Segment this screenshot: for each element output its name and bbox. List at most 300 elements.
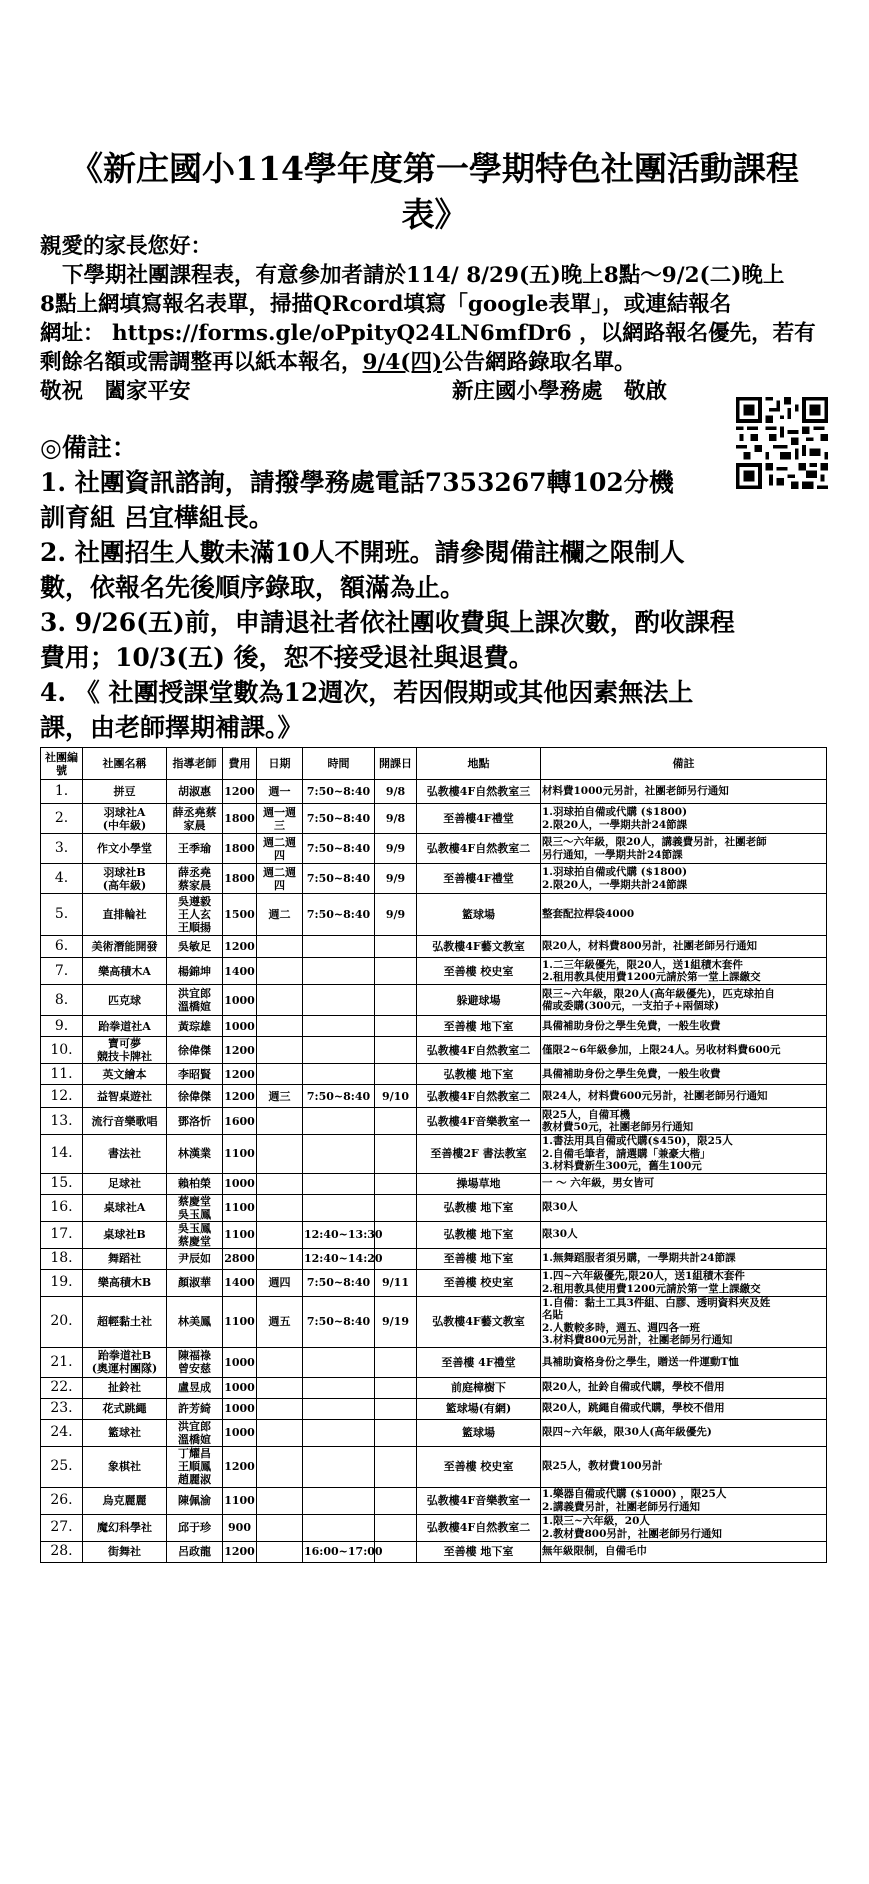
- cell-remark: 具備補助身份之學生免費，一般生收費: [541, 1064, 827, 1085]
- cell-no: 15.: [41, 1173, 83, 1194]
- cell-day: [257, 1419, 303, 1446]
- cell-day: [257, 958, 303, 985]
- cell-place: 至善樓 地下室: [417, 1016, 541, 1037]
- header-time: 時間: [303, 748, 375, 780]
- header-fee: 費用: [223, 748, 257, 780]
- table-row: [41, 894, 827, 936]
- cell-teacher: 賴柏榮: [167, 1173, 223, 1194]
- cell-name: 烏克麗麗: [83, 1487, 167, 1514]
- cell-name: 桌球社A: [83, 1194, 167, 1221]
- letter-greeting: 親愛的家長您好：: [40, 234, 213, 259]
- cell-fee: 1100: [223, 1296, 257, 1347]
- cell-day: 週五: [257, 1296, 303, 1347]
- cell-name: 羽球社B (高年級): [83, 864, 167, 894]
- cell-day: [257, 936, 303, 958]
- cell-fee: 1100: [223, 1135, 257, 1174]
- cell-time: [303, 985, 375, 1016]
- cell-place: 前庭樟樹下: [417, 1377, 541, 1398]
- cell-no: 2.: [41, 804, 83, 834]
- cell-fee: 2800: [223, 1248, 257, 1269]
- table-row: [41, 1541, 827, 1562]
- cell-day: [257, 1446, 303, 1487]
- cell-start-date: [375, 958, 417, 985]
- cell-day: [257, 1173, 303, 1194]
- table-row: [41, 834, 827, 864]
- cell-place: 籃球場(有網): [417, 1398, 541, 1419]
- letter-body-3: 網址： https://forms.gle/oPpityQ24LN6mfDr6 ，以網路報名優先，若有: [40, 321, 816, 346]
- cell-teacher: 黃琮雄: [167, 1016, 223, 1037]
- cell-remark: 1.四~六年級優先,限20人，送1組積木套件 2.租用教具使用費1200元請於第一堂上課繳交: [541, 1269, 827, 1296]
- cell-teacher: 薛丞堯 蔡家晨: [167, 864, 223, 894]
- cell-fee: 1800: [223, 804, 257, 834]
- cell-place: 弘教樓4F音樂教室一: [417, 1108, 541, 1135]
- table-row: [41, 1085, 827, 1108]
- title-line-2: 表》: [401, 195, 468, 234]
- cell-teacher: 王季瑜: [167, 834, 223, 864]
- cell-remark: 1.書法用具自備或代購($450)，限25人 2.自備毛筆者，請選購「兼豪大楷」 3.材料費新生300元，舊生100元: [541, 1135, 827, 1174]
- table-row: [41, 1248, 827, 1269]
- table-row: [41, 1446, 827, 1487]
- cell-name: 匹克球: [83, 985, 167, 1016]
- cell-teacher: 李昭賢: [167, 1064, 223, 1085]
- cell-start-date: 9/8: [375, 780, 417, 804]
- cell-start-date: 9/10: [375, 1085, 417, 1108]
- cell-place: 弘教樓 地下室: [417, 1064, 541, 1085]
- cell-day: [257, 1016, 303, 1037]
- cell-teacher: 陳佩渝: [167, 1487, 223, 1514]
- cell-fee: 1000: [223, 1016, 257, 1037]
- table-row: [41, 1173, 827, 1194]
- cell-day: [257, 1135, 303, 1174]
- page-title: [40, 146, 829, 238]
- cell-time: [303, 1135, 375, 1174]
- cell-place: 至善樓 校史室: [417, 958, 541, 985]
- cell-place: 弘教樓4F自然教室二: [417, 834, 541, 864]
- note-line: 數，依報名先後順序錄取，額滿為止。: [40, 573, 466, 602]
- cell-day: [257, 1398, 303, 1419]
- cell-day: [257, 1377, 303, 1398]
- cell-time: [303, 1446, 375, 1487]
- cell-remark: 1.樂器自備或代購 ($1000) ，限25人 2.講義費另計，社團老師另行通知: [541, 1487, 827, 1514]
- cell-place: 至善樓 4F禮堂: [417, 1347, 541, 1377]
- cell-time: [303, 958, 375, 985]
- cell-remark: 1.限三~六年級，20人 2.教材費800另計，社團老師另行通知: [541, 1514, 827, 1541]
- letter-body-4-pre: 剩餘名額或需調整再以紙本報名，: [40, 350, 363, 375]
- note-line: 訓育組 呂宜樺組長。: [40, 503, 274, 532]
- cell-start-date: [375, 1398, 417, 1419]
- cell-no: 7.: [41, 958, 83, 985]
- cell-name: 桌球社B: [83, 1221, 167, 1248]
- cell-name: 直排輪社: [83, 894, 167, 936]
- cell-start-date: [375, 1173, 417, 1194]
- table-row: [41, 1514, 827, 1541]
- cell-fee: 1200: [223, 1541, 257, 1562]
- cell-time: [303, 1064, 375, 1085]
- table-row: [41, 1296, 827, 1347]
- cell-remark: 限30人: [541, 1194, 827, 1221]
- cell-start-date: [375, 1446, 417, 1487]
- cell-time: [303, 1016, 375, 1037]
- cell-place: 弘教樓4F音樂教室一: [417, 1487, 541, 1514]
- table-row: [41, 1269, 827, 1296]
- cell-name: 扯鈴社: [83, 1377, 167, 1398]
- table-row: [41, 1108, 827, 1135]
- cell-remark: 限三~六年級，限20人(高年級優先)，匹克球拍自 備或委購(300元，一支拍子+兩個球): [541, 985, 827, 1016]
- cell-place: 至善樓 校史室: [417, 1269, 541, 1296]
- note-line: 1. 社團資訊諮詢，請撥學務處電話7353267轉102分機: [40, 468, 674, 497]
- table-row: [41, 864, 827, 894]
- table-row: [41, 1016, 827, 1037]
- cell-time: [303, 1419, 375, 1446]
- cell-place: 至善樓 地下室: [417, 1248, 541, 1269]
- cell-time: 7:50~8:40: [303, 804, 375, 834]
- cell-remark: 僅限2~6年級參加，上限24人。另收材料費600元: [541, 1037, 827, 1064]
- cell-time: 7:50~8:40: [303, 780, 375, 804]
- cell-place: 弘教樓4F自然教室二: [417, 1085, 541, 1108]
- cell-teacher: 楊錦坤: [167, 958, 223, 985]
- cell-fee: 1400: [223, 958, 257, 985]
- cell-teacher: 徐偉傑: [167, 1037, 223, 1064]
- cell-name: 樂高積木B: [83, 1269, 167, 1296]
- cell-remark: 1.羽球拍自備或代購 ($1800) 2.限20人，一學期共計24節課: [541, 864, 827, 894]
- cell-day: [257, 1514, 303, 1541]
- cell-name: 寶可夢 競技卡牌社: [83, 1037, 167, 1064]
- cell-no: 5.: [41, 894, 83, 936]
- cell-name: 魔幻科學社: [83, 1514, 167, 1541]
- cell-day: [257, 1221, 303, 1248]
- cell-fee: 1000: [223, 1398, 257, 1419]
- cell-name: 書法社: [83, 1135, 167, 1174]
- cell-place: 至善樓 校史室: [417, 1446, 541, 1487]
- letter-body-4: [40, 348, 840, 377]
- header-day: 日期: [257, 748, 303, 780]
- cell-time: 7:50~8:40: [303, 864, 375, 894]
- cell-fee: 1100: [223, 1487, 257, 1514]
- notes-heading: ◎備註：: [40, 433, 137, 462]
- cell-name: 拼豆: [83, 780, 167, 804]
- parent-letter: [40, 232, 840, 406]
- cell-teacher: 陳福祿 曾安慈: [167, 1347, 223, 1377]
- cell-no: 27.: [41, 1514, 83, 1541]
- cell-fee: 1000: [223, 1173, 257, 1194]
- closing-left: 敬祝 闔家平安: [40, 379, 191, 404]
- cell-day: [257, 1064, 303, 1085]
- cell-start-date: [375, 1135, 417, 1174]
- cell-name: 益智桌遊社: [83, 1085, 167, 1108]
- cell-teacher: 胡淑惠: [167, 780, 223, 804]
- cell-no: 3.: [41, 834, 83, 864]
- cell-teacher: 呂政龍: [167, 1541, 223, 1562]
- cell-name: 超輕黏土社: [83, 1296, 167, 1347]
- cell-teacher: 洪宜郎 溫橋媗: [167, 1419, 223, 1446]
- cell-start-date: [375, 1377, 417, 1398]
- table-row: [41, 1419, 827, 1446]
- cell-start-date: [375, 1064, 417, 1085]
- cell-no: 16.: [41, 1194, 83, 1221]
- cell-remark: 具補助資格身份之學生，贈送一件運動T恤: [541, 1347, 827, 1377]
- cell-no: 6.: [41, 936, 83, 958]
- cell-place: 弘教樓 地下室: [417, 1194, 541, 1221]
- letter-body-1: 下學期社團課程表，有意參加者請於114/ 8/29(五)晚上8點～9/2(二)晚上: [62, 263, 785, 288]
- title-line-1: 《新庄國小114學年度第一學期特色社團活動課程: [70, 149, 799, 188]
- cell-start-date: [375, 1194, 417, 1221]
- cell-fee: 1000: [223, 1347, 257, 1377]
- table-body: [41, 748, 827, 1563]
- cell-fee: 1400: [223, 1269, 257, 1296]
- table-row: [41, 1194, 827, 1221]
- cell-teacher: 薛丞堯蔡 家晨: [167, 804, 223, 834]
- cell-day: 週一: [257, 780, 303, 804]
- letter-body-2: 8點上網填寫報名表單，掃描QRcord填寫「google表單」，或連結報名: [40, 292, 732, 317]
- cell-fee: 1100: [223, 1194, 257, 1221]
- header-remark: 備註: [541, 748, 827, 780]
- cell-remark: 1.無舞蹈服者須另購，一學期共計24節課: [541, 1248, 827, 1269]
- note-line: 2. 社團招生人數未滿10人不開班。請參閱備註欄之限制人: [40, 538, 685, 567]
- table-row: [41, 936, 827, 958]
- cell-day: [257, 1194, 303, 1221]
- cell-name: 象棋社: [83, 1446, 167, 1487]
- cell-remark: 限四~六年級，限30人(高年級優先): [541, 1419, 827, 1446]
- cell-teacher: 許芳綺: [167, 1398, 223, 1419]
- cell-day: [257, 1541, 303, 1562]
- cell-place: 籃球場: [417, 1419, 541, 1446]
- cell-start-date: [375, 985, 417, 1016]
- cell-remark: 1.自備：黏土工具3件組、白膠、透明資料夾及姓 名貼 2.人數較多時，週五、週四各一班 3.材料費800元另計，社團老師另行通知: [541, 1296, 827, 1347]
- cell-name: 跆拳道社B (奧運村團隊): [83, 1347, 167, 1377]
- cell-place: 至善樓2F 書法教室: [417, 1135, 541, 1174]
- cell-time: [303, 1514, 375, 1541]
- cell-time: [303, 1037, 375, 1064]
- cell-time: 12:40~14:20: [303, 1248, 375, 1269]
- cell-start-date: 9/9: [375, 864, 417, 894]
- cell-start-date: 9/11: [375, 1269, 417, 1296]
- cell-teacher: 洪宜郎 溫橋媗: [167, 985, 223, 1016]
- cell-time: 12:40~13:30: [303, 1221, 375, 1248]
- cell-time: 16:00~17:00: [303, 1541, 375, 1562]
- cell-start-date: [375, 1037, 417, 1064]
- closing-right: 新庄國小學務處 敬啟: [452, 379, 668, 404]
- cell-no: 1.: [41, 780, 83, 804]
- cell-name: 作文小學堂: [83, 834, 167, 864]
- cell-teacher: 吳玉鳳 蔡慶堂: [167, 1221, 223, 1248]
- cell-teacher: 徐偉傑: [167, 1085, 223, 1108]
- cell-time: 7:50~8:40: [303, 894, 375, 936]
- cell-remark: 限25人，教材費100另計: [541, 1446, 827, 1487]
- cell-no: 21.: [41, 1347, 83, 1377]
- cell-day: 週三: [257, 1085, 303, 1108]
- cell-teacher: 盧昱成: [167, 1377, 223, 1398]
- cell-day: 週一週 三: [257, 804, 303, 834]
- cell-remark: 限20人，材料費800另計，社團老師另行通知: [541, 936, 827, 958]
- cell-start-date: [375, 1514, 417, 1541]
- cell-place: 弘教樓 地下室: [417, 1221, 541, 1248]
- cell-teacher: 邱于珍: [167, 1514, 223, 1541]
- notes-section: [40, 430, 840, 745]
- cell-time: [303, 1377, 375, 1398]
- cell-remark: 無年級限制，自備毛巾: [541, 1541, 827, 1562]
- cell-no: 14.: [41, 1135, 83, 1174]
- cell-name: 足球社: [83, 1173, 167, 1194]
- cell-remark: 一 ～ 六年級，男女皆可: [541, 1173, 827, 1194]
- cell-no: 9.: [41, 1016, 83, 1037]
- club-schedule-table: [40, 747, 827, 1563]
- cell-start-date: [375, 936, 417, 958]
- cell-fee: 1200: [223, 936, 257, 958]
- cell-remark: 1.羽球拍自備或代購 ($1800) 2.限20人，一學期共計24節課: [541, 804, 827, 834]
- note-line: 費用；10/3(五) 後，恕不接受退社與退費。: [40, 643, 534, 672]
- cell-place: 弘教樓4F藝文教室: [417, 1296, 541, 1347]
- cell-teacher: 蔡慶堂 吳玉鳳: [167, 1194, 223, 1221]
- table-row: [41, 804, 827, 834]
- cell-time: [303, 1487, 375, 1514]
- cell-place: 弘教樓4F自然教室二: [417, 1514, 541, 1541]
- cell-place: 籃球場: [417, 894, 541, 936]
- cell-day: [257, 985, 303, 1016]
- cell-fee: 1000: [223, 1419, 257, 1446]
- cell-time: 7:50~8:40: [303, 1085, 375, 1108]
- cell-no: 20.: [41, 1296, 83, 1347]
- cell-day: [257, 1487, 303, 1514]
- cell-teacher: 顏淑華: [167, 1269, 223, 1296]
- cell-teacher: 吳遵毅 王人玄 王順揚: [167, 894, 223, 936]
- table-row: [41, 780, 827, 804]
- cell-name: 街舞社: [83, 1541, 167, 1562]
- cell-place: 至善樓4F禮堂: [417, 804, 541, 834]
- cell-no: 8.: [41, 985, 83, 1016]
- cell-no: 24.: [41, 1419, 83, 1446]
- cell-name: 美術潛能開發: [83, 936, 167, 958]
- cell-name: 舞蹈社: [83, 1248, 167, 1269]
- cell-fee: 1000: [223, 985, 257, 1016]
- cell-no: 22.: [41, 1377, 83, 1398]
- note-line: 4. 《 社團授課堂數為12週次，若因假期或其他因素無法上: [40, 678, 694, 707]
- cell-place: 弘教樓4F自然教室二: [417, 1037, 541, 1064]
- cell-fee: 1800: [223, 864, 257, 894]
- cell-time: [303, 1194, 375, 1221]
- cell-start-date: [375, 1016, 417, 1037]
- cell-no: 25.: [41, 1446, 83, 1487]
- table-row: [41, 1347, 827, 1377]
- cell-no: 10.: [41, 1037, 83, 1064]
- cell-remark: 限24人，材料費600元另計，社團老師另行通知: [541, 1085, 827, 1108]
- cell-place: 躲避球場: [417, 985, 541, 1016]
- announce-date: 9/4(四): [362, 350, 443, 375]
- cell-fee: 1600: [223, 1108, 257, 1135]
- cell-no: 4.: [41, 864, 83, 894]
- cell-name: 花式跳繩: [83, 1398, 167, 1419]
- cell-day: [257, 1108, 303, 1135]
- cell-time: 7:50~8:40: [303, 834, 375, 864]
- cell-time: [303, 936, 375, 958]
- cell-place: 操場草地: [417, 1173, 541, 1194]
- table-row: [41, 985, 827, 1016]
- cell-remark: 具備補助身份之學生免費，一般生收費: [541, 1016, 827, 1037]
- cell-remark: 限三～六年級，限20人，講義費另計，社團老師 另行通知，一學期共計24節課: [541, 834, 827, 864]
- cell-fee: 1200: [223, 780, 257, 804]
- cell-day: [257, 1347, 303, 1377]
- table-row: [41, 958, 827, 985]
- cell-place: 弘教樓4F藝文教室: [417, 936, 541, 958]
- cell-name: 羽球社A (中年級): [83, 804, 167, 834]
- cell-name: 籃球社: [83, 1419, 167, 1446]
- cell-start-date: 9/9: [375, 894, 417, 936]
- table-row: [41, 1064, 827, 1085]
- cell-fee: 1200: [223, 1446, 257, 1487]
- header-start-date: 開課日: [375, 748, 417, 780]
- table-row: [41, 1135, 827, 1174]
- cell-remark: 1.二三年級優先，限20人，送1組積木套件 2.租用教具使用費1200元請於第一堂上課繳交: [541, 958, 827, 985]
- cell-no: 23.: [41, 1398, 83, 1419]
- cell-remark: 整套配拉桿袋4000: [541, 894, 827, 936]
- header-name: 社團名稱: [83, 748, 167, 780]
- cell-remark: 限20人，跳繩自備或代購，學校不借用: [541, 1398, 827, 1419]
- table-row: [41, 1487, 827, 1514]
- cell-start-date: 9/9: [375, 834, 417, 864]
- cell-start-date: [375, 1108, 417, 1135]
- cell-time: [303, 1398, 375, 1419]
- cell-no: 18.: [41, 1248, 83, 1269]
- note-line: 3. 9/26(五)前，申請退社者依社團收費與上課次數，酌收課程: [40, 608, 735, 637]
- cell-no: 28.: [41, 1541, 83, 1562]
- cell-teacher: 丁耀昌 王順鳳 趙麗淑: [167, 1446, 223, 1487]
- cell-no: 26.: [41, 1487, 83, 1514]
- cell-no: 19.: [41, 1269, 83, 1296]
- cell-time: 7:50~8:40: [303, 1269, 375, 1296]
- cell-day: [257, 1037, 303, 1064]
- cell-place: 至善樓4F禮堂: [417, 864, 541, 894]
- cell-fee: 1200: [223, 1085, 257, 1108]
- cell-day: [257, 1248, 303, 1269]
- cell-start-date: 9/19: [375, 1296, 417, 1347]
- cell-teacher: 尹辰如: [167, 1248, 223, 1269]
- cell-remark: 限25人，自備耳機 教材費50元，社團老師另行通知: [541, 1108, 827, 1135]
- cell-teacher: 林漢業: [167, 1135, 223, 1174]
- cell-name: 樂高積木A: [83, 958, 167, 985]
- cell-no: 13.: [41, 1108, 83, 1135]
- header-no: 社團編號: [41, 748, 83, 780]
- cell-teacher: 林美鳳: [167, 1296, 223, 1347]
- cell-fee: 1500: [223, 894, 257, 936]
- header-teacher: 指導老師: [167, 748, 223, 780]
- cell-no: 11.: [41, 1064, 83, 1085]
- cell-fee: 1200: [223, 1037, 257, 1064]
- cell-day: 週四: [257, 1269, 303, 1296]
- cell-place: 至善樓 地下室: [417, 1541, 541, 1562]
- cell-start-date: [375, 1487, 417, 1514]
- table-row: [41, 1037, 827, 1064]
- cell-day: 週二週 四: [257, 864, 303, 894]
- cell-day: 週二週 四: [257, 834, 303, 864]
- letter-body-4-post: 公告網路錄取名單。: [442, 350, 636, 375]
- letter-closing: [40, 377, 840, 406]
- cell-time: [303, 1347, 375, 1377]
- cell-time: [303, 1173, 375, 1194]
- table-header-row: [41, 748, 827, 780]
- table-row: [41, 1377, 827, 1398]
- cell-start-date: 9/8: [375, 804, 417, 834]
- cell-fee: 900: [223, 1514, 257, 1541]
- table-row: [41, 1398, 827, 1419]
- cell-start-date: [375, 1419, 417, 1446]
- cell-remark: 限20人，扯鈴自備或代購，學校不借用: [541, 1377, 827, 1398]
- header-place: 地點: [417, 748, 541, 780]
- cell-day: 週二: [257, 894, 303, 936]
- cell-remark: 材料費1000元另計，社團老師另行通知: [541, 780, 827, 804]
- cell-fee: 1800: [223, 834, 257, 864]
- table-row: [41, 1221, 827, 1248]
- cell-place: 弘教樓4F自然教室三: [417, 780, 541, 804]
- note-line: 課，由老師擇期補課。》: [40, 713, 303, 742]
